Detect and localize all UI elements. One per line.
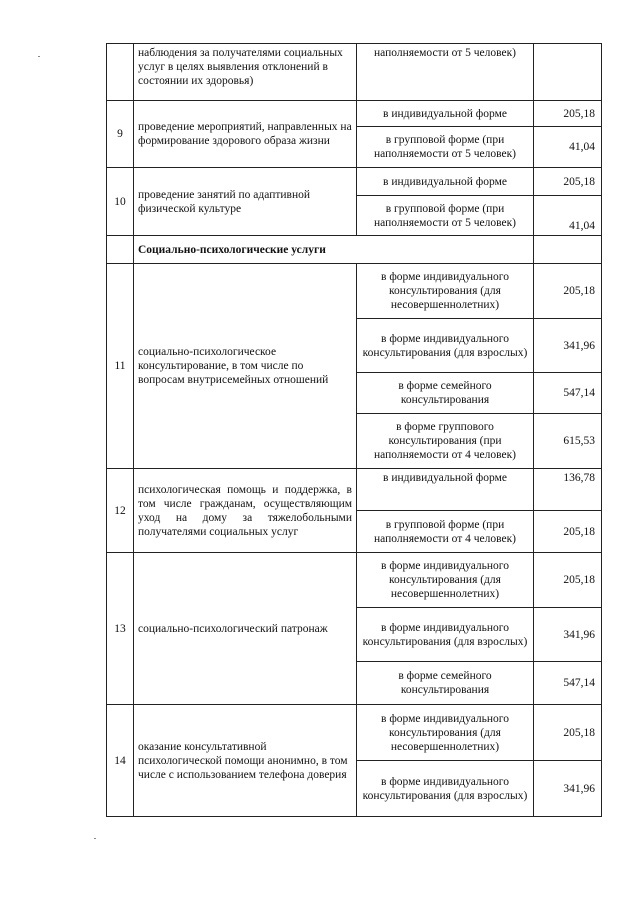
row-number: 12 bbox=[107, 469, 134, 553]
service-price: 547,14 bbox=[534, 373, 602, 414]
table-row bbox=[107, 236, 602, 264]
service-form: в форме семейного консультирования bbox=[357, 662, 534, 705]
service-form: в индивидуальной форме bbox=[357, 101, 534, 127]
service-price: 205,18 bbox=[534, 101, 602, 127]
table-row bbox=[107, 44, 602, 101]
service-price: 205,18 bbox=[534, 511, 602, 553]
row-number: 9 bbox=[107, 101, 134, 168]
service-price bbox=[534, 236, 602, 264]
row-number bbox=[107, 44, 134, 101]
service-price: 341,96 bbox=[534, 761, 602, 817]
service-price: 205,18 bbox=[534, 553, 602, 608]
service-price: 547,14 bbox=[534, 662, 602, 705]
tariff-table bbox=[106, 43, 602, 817]
service-price: 205,18 bbox=[534, 705, 602, 761]
service-name: социально-психологическое консультирование, в том числе по вопросам внутрисемейных отношений bbox=[134, 264, 357, 469]
service-name: оказание консультативной психологической помощи анонимно, в том числе с использованием телефона доверия bbox=[134, 705, 357, 817]
service-form: в форме индивидуального консультирования (для взрослых) bbox=[357, 608, 534, 662]
table-row bbox=[107, 469, 602, 511]
table-row bbox=[107, 264, 602, 319]
service-form: в групповой форме (при наполняемости от 5 человек) bbox=[357, 127, 534, 168]
service-form: в индивидуальной форме bbox=[357, 168, 534, 196]
service-price: 615,53 bbox=[534, 414, 602, 469]
service-form: наполняемости от 5 человек) bbox=[357, 44, 534, 101]
service-price: 341,96 bbox=[534, 608, 602, 662]
table-row bbox=[107, 553, 602, 608]
row-number: 14 bbox=[107, 705, 134, 817]
section-heading: Социально-психологические услуги bbox=[134, 236, 534, 264]
service-name: проведение занятий по адаптивной физической культуре bbox=[134, 168, 357, 236]
service-form: в групповой форме (при наполняемости от 5 человек) bbox=[357, 196, 534, 236]
service-form: в форме индивидуального консультирования (для несовершеннолетних) bbox=[357, 264, 534, 319]
service-form: в форме индивидуального консультирования (для взрослых) bbox=[357, 761, 534, 817]
service-price: 136,78 bbox=[534, 469, 602, 511]
row-number: 11 bbox=[107, 264, 134, 469]
service-name: социально-психологический патронаж bbox=[134, 553, 357, 705]
service-name: проведение мероприятий, направленных на формирование здорового образа жизни bbox=[134, 101, 357, 168]
row-number bbox=[107, 236, 134, 264]
scan-speck bbox=[94, 838, 96, 839]
service-price: 41,04 bbox=[534, 196, 602, 236]
table-row bbox=[107, 101, 602, 127]
service-form: в форме индивидуального консультирования (для взрослых) bbox=[357, 319, 534, 373]
service-form: в форме индивидуального консультирования (для несовершеннолетних) bbox=[357, 705, 534, 761]
service-form: в групповой форме (при наполняемости от 4 человек) bbox=[357, 511, 534, 553]
row-number: 10 bbox=[107, 168, 134, 236]
row-number: 13 bbox=[107, 553, 134, 705]
service-price: 341,96 bbox=[534, 319, 602, 373]
service-price: 41,04 bbox=[534, 127, 602, 168]
service-price bbox=[534, 44, 602, 101]
service-form: в форме группового консультирования (при наполняемости от 4 человек) bbox=[357, 414, 534, 469]
scan-speck bbox=[38, 56, 40, 57]
service-name: наблюдения за получателями социальных услуг в целях выявления отклонений в состоянии их здоровья) bbox=[134, 44, 357, 101]
service-form: в форме индивидуального консультирования (для несовершеннолетних) bbox=[357, 553, 534, 608]
service-form: в форме семейного консультирования bbox=[357, 373, 534, 414]
table-row bbox=[107, 705, 602, 761]
service-price: 205,18 bbox=[534, 168, 602, 196]
table-row bbox=[107, 168, 602, 196]
service-price: 205,18 bbox=[534, 264, 602, 319]
service-form: в индивидуальной форме bbox=[357, 469, 534, 511]
service-name: психологическая помощь и поддержка, в том числе гражданам, осуществляющим уход на дому за тяжелобольными получателями социальных услуг bbox=[134, 469, 357, 553]
